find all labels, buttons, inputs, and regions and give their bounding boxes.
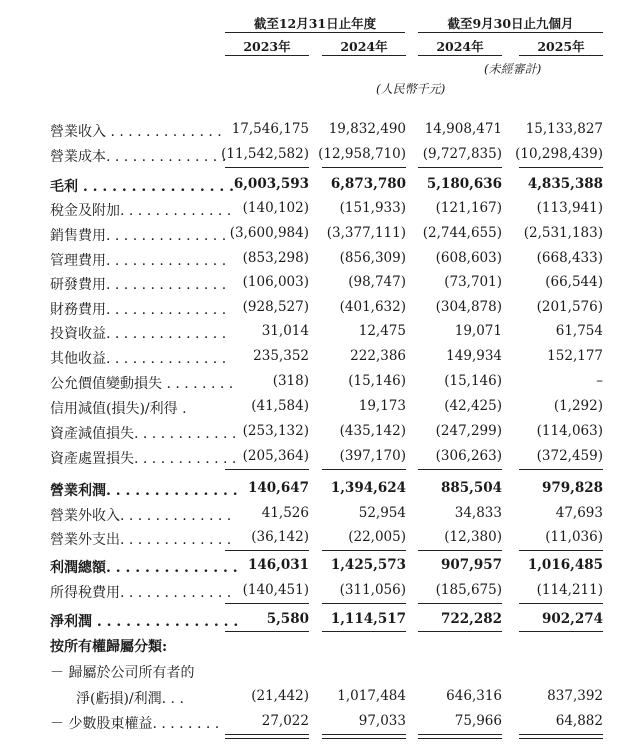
row-value-col2: (856,309) bbox=[339, 250, 406, 266]
row-value-col3: 885,504 bbox=[440, 480, 502, 496]
row-value-col3: 722,282 bbox=[440, 611, 502, 627]
unaudited-note: (未經審計) bbox=[484, 62, 542, 76]
row-value-col4: 15,133,827 bbox=[525, 121, 603, 137]
row-value-col2: 6,873,780 bbox=[330, 176, 406, 192]
row-value-col4: (1,292) bbox=[553, 398, 603, 414]
subtotal-rule bbox=[322, 550, 406, 551]
row-value-col2: (401,632) bbox=[339, 299, 406, 315]
subtotal-rule bbox=[225, 469, 309, 470]
row-value-col1: 6,003,593 bbox=[233, 176, 309, 192]
row-value-col3: (247,299) bbox=[435, 423, 502, 439]
double-underline bbox=[519, 734, 603, 739]
row-value-col1: (140,102) bbox=[242, 200, 309, 216]
row-value-col1: (3,600,984) bbox=[229, 225, 309, 241]
subtotal-rule bbox=[418, 603, 502, 604]
table-row bbox=[0, 480, 640, 504]
row-value-col1: (21,442) bbox=[251, 688, 309, 704]
row-value-col2: (3,377,111) bbox=[326, 225, 406, 241]
table-row bbox=[0, 299, 640, 323]
double-underline bbox=[225, 734, 309, 739]
row-value-col3: 149,934 bbox=[446, 348, 502, 364]
row-value-col4: 64,882 bbox=[555, 713, 603, 729]
row-value-col3: (73,701) bbox=[444, 274, 502, 290]
table-row bbox=[0, 225, 640, 249]
row-value-col1: 41,526 bbox=[261, 505, 309, 521]
row-value-col1: 17,546,175 bbox=[231, 121, 309, 137]
row-value-col3: (121,167) bbox=[435, 200, 502, 216]
table-row bbox=[0, 398, 640, 422]
row-label: 投資收益. . . . . . . . . . . . . . bbox=[50, 326, 227, 342]
row-value-col1: (205,364) bbox=[242, 448, 309, 464]
subtotal-rule bbox=[322, 603, 406, 604]
subtotal-rule bbox=[418, 469, 502, 470]
row-value-col4: 837,392 bbox=[547, 688, 603, 704]
row-value-col3: 907,957 bbox=[440, 557, 502, 573]
table-row bbox=[0, 688, 640, 712]
table-row bbox=[0, 121, 640, 145]
row-label: 淨(虧損)/利潤. . . bbox=[76, 691, 184, 707]
row-value-col3: 34,833 bbox=[454, 505, 502, 521]
net-profit-rule bbox=[322, 631, 406, 632]
row-value-col2: 222,386 bbox=[350, 348, 406, 364]
subtotal-rule bbox=[519, 469, 603, 470]
row-value-col3: 14,908,471 bbox=[424, 121, 502, 137]
row-value-col1: (928,527) bbox=[242, 299, 309, 315]
period-header-9m: 截至9月30日止九個月 bbox=[447, 16, 574, 31]
row-value-col3: 646,316 bbox=[446, 688, 502, 704]
row-value-col1: 146,031 bbox=[247, 557, 309, 573]
double-underline bbox=[322, 734, 406, 739]
row-label: 營業外收入. . . . . . . . . . . . . bbox=[50, 508, 232, 524]
table-row bbox=[0, 636, 640, 660]
row-value-col1: (106,003) bbox=[242, 274, 309, 290]
row-value-col3: 19,071 bbox=[454, 323, 502, 339]
row-value-col1: 235,352 bbox=[253, 348, 309, 364]
subtotal-rule bbox=[519, 603, 603, 604]
row-label: 研發費用. . . . . . . . . . . . . . bbox=[50, 277, 227, 293]
row-value-col4: 1,016,485 bbox=[527, 557, 603, 573]
subtotal-rule bbox=[322, 167, 406, 168]
row-value-col3: (304,878) bbox=[435, 299, 502, 315]
subtotal-rule bbox=[418, 167, 502, 168]
net-profit-rule bbox=[418, 631, 502, 632]
row-label: 財務費用. . . . . . . . . . . . . . bbox=[50, 302, 227, 318]
header-rule-9m bbox=[418, 32, 603, 33]
row-value-col4: (372,459) bbox=[536, 448, 603, 464]
row-value-col4: 61,754 bbox=[555, 323, 603, 339]
table-row bbox=[0, 323, 640, 347]
row-value-col1: 5,580 bbox=[266, 611, 309, 627]
year-rule-1 bbox=[225, 55, 309, 56]
row-label: 資產處置損失. . . . . . . . . . . . bbox=[50, 451, 237, 467]
subtotal-rule bbox=[519, 550, 603, 551]
subtotal-rule bbox=[225, 167, 309, 168]
row-value-col3: 75,966 bbox=[454, 713, 502, 729]
row-label: 稅金及附加. . . . . . . . . . . . . bbox=[50, 203, 232, 219]
row-value-col2: 1,394,624 bbox=[330, 480, 406, 496]
row-label: 毛利 . . . . . . . . . . . . . . . . bbox=[50, 179, 234, 195]
row-value-col1: (36,142) bbox=[251, 529, 309, 545]
year-2024-fy: 2024年 bbox=[340, 39, 388, 54]
table-row bbox=[0, 662, 640, 686]
double-underline bbox=[418, 734, 502, 739]
row-label: 淨利潤 . . . . . . . . . . . . . . . bbox=[50, 614, 239, 630]
row-value-col2: (12,958,710) bbox=[318, 146, 406, 162]
subtotal-rule bbox=[322, 469, 406, 470]
row-value-col4: (66,544) bbox=[545, 274, 603, 290]
row-value-col4: – bbox=[596, 373, 603, 389]
row-label: 營業收入 . . . . . . . . . . . . . bbox=[50, 124, 222, 140]
subtotal-rule bbox=[519, 167, 603, 168]
row-label: 公允價值變動損失 . . . . . . . . bbox=[50, 376, 234, 392]
table-row bbox=[0, 274, 640, 298]
year-2025: 2025年 bbox=[537, 39, 585, 54]
row-value-col4: 979,828 bbox=[541, 480, 603, 496]
table-row bbox=[0, 423, 640, 447]
row-value-col4: 47,693 bbox=[555, 505, 603, 521]
year-2023: 2023年 bbox=[243, 39, 291, 54]
row-value-col2: (397,170) bbox=[339, 448, 406, 464]
row-value-col1: (41,584) bbox=[251, 398, 309, 414]
table-row bbox=[0, 505, 640, 529]
row-label: － 少數股東權益. . . . . . . . bbox=[50, 716, 220, 732]
row-value-col2: (435,142) bbox=[339, 423, 406, 439]
row-value-col3: (306,263) bbox=[435, 448, 502, 464]
row-value-col4: 902,274 bbox=[541, 611, 603, 627]
row-value-col2: (15,146) bbox=[348, 373, 406, 389]
row-value-col1: 140,647 bbox=[247, 480, 309, 496]
table-row bbox=[0, 200, 640, 224]
row-label: － 歸屬於公司所有者的 bbox=[50, 665, 195, 681]
table-row bbox=[0, 557, 640, 581]
row-value-col2: 1,425,573 bbox=[330, 557, 406, 573]
row-value-col4: (114,211) bbox=[536, 582, 603, 598]
row-value-col2: (311,056) bbox=[339, 582, 406, 598]
row-label: 銷售費用. . . . . . . . . . . . . . bbox=[50, 228, 227, 244]
row-value-col2: 19,173 bbox=[358, 398, 406, 414]
net-profit-rule bbox=[519, 631, 603, 632]
row-label: 營業利潤. . . . . . . . . . . . . . bbox=[50, 483, 238, 499]
row-value-col2: (22,005) bbox=[348, 529, 406, 545]
row-value-col4: (11,036) bbox=[545, 529, 603, 545]
table-row bbox=[0, 373, 640, 397]
unit-note: (人民幣千元) bbox=[376, 82, 446, 96]
row-value-col2: 97,033 bbox=[358, 713, 406, 729]
row-value-col2: 1,114,517 bbox=[330, 611, 406, 627]
header-rule-fy bbox=[225, 32, 405, 33]
row-value-col4: (114,063) bbox=[536, 423, 603, 439]
subtotal-rule bbox=[225, 550, 309, 551]
row-value-col3: (2,744,655) bbox=[422, 225, 502, 241]
row-label: 管理費用. . . . . . . . . . . . . . bbox=[50, 253, 227, 269]
row-value-col3: 5,180,636 bbox=[426, 176, 502, 192]
row-value-col4: (668,433) bbox=[536, 250, 603, 266]
row-value-col2: (98,747) bbox=[348, 274, 406, 290]
row-value-col4: (201,576) bbox=[536, 299, 603, 315]
table-row bbox=[0, 176, 640, 200]
row-label: 利潤總額. . . . . . . . . . . . . . bbox=[50, 560, 238, 576]
row-value-col3: (185,675) bbox=[435, 582, 502, 598]
row-value-col2: 1,017,484 bbox=[337, 688, 406, 704]
period-header-fy: 截至12月31日止年度 bbox=[253, 16, 377, 31]
table-row bbox=[0, 348, 640, 372]
row-value-col1: (140,451) bbox=[242, 582, 309, 598]
subtotal-rule bbox=[418, 550, 502, 551]
row-value-col4: 152,177 bbox=[547, 348, 603, 364]
row-value-col1: 27,022 bbox=[261, 713, 309, 729]
row-value-col1: 31,014 bbox=[261, 323, 309, 339]
row-value-col1: (11,542,582) bbox=[221, 146, 309, 162]
year-2024-9m: 2024年 bbox=[436, 39, 484, 54]
row-value-col2: 52,954 bbox=[358, 505, 406, 521]
table-row bbox=[0, 250, 640, 274]
row-value-col4: 4,835,388 bbox=[527, 176, 603, 192]
row-value-col3: (12,380) bbox=[444, 529, 502, 545]
row-value-col3: (608,603) bbox=[435, 250, 502, 266]
row-label: 按所有權歸屬分類: bbox=[50, 639, 168, 655]
year-rule-3 bbox=[418, 55, 502, 56]
row-value-col3: (9,727,835) bbox=[422, 146, 502, 162]
row-label: 營業成本. . . . . . . . . . . . . . bbox=[50, 149, 227, 165]
subtotal-rule bbox=[225, 603, 309, 604]
row-value-col1: (253,132) bbox=[242, 423, 309, 439]
year-rule-4 bbox=[519, 55, 603, 56]
row-label: 所得稅費用. . . . . . . . . . . . . bbox=[50, 585, 232, 601]
row-value-col3: (42,425) bbox=[444, 398, 502, 414]
row-value-col1: (318) bbox=[272, 373, 309, 389]
row-value-col1: (853,298) bbox=[242, 250, 309, 266]
row-label: 信用減值(損失)/利得 . bbox=[50, 401, 187, 417]
row-label: 營業外支出. . . . . . . . . . . . . bbox=[50, 532, 232, 548]
year-rule-2 bbox=[322, 55, 406, 56]
row-value-col4: (113,941) bbox=[536, 200, 603, 216]
net-profit-rule bbox=[225, 631, 309, 632]
row-label: 其他收益. . . . . . . . . . . . . . bbox=[50, 351, 227, 367]
row-value-col4: (2,531,183) bbox=[523, 225, 603, 241]
row-value-col4: (10,298,439) bbox=[515, 146, 603, 162]
row-value-col2: 19,832,490 bbox=[328, 121, 406, 137]
row-value-col3: (15,146) bbox=[444, 373, 502, 389]
row-value-col2: (151,933) bbox=[339, 200, 406, 216]
row-label: 資產減值損失. . . . . . . . . . . . bbox=[50, 426, 237, 442]
row-value-col2: 12,475 bbox=[358, 323, 406, 339]
